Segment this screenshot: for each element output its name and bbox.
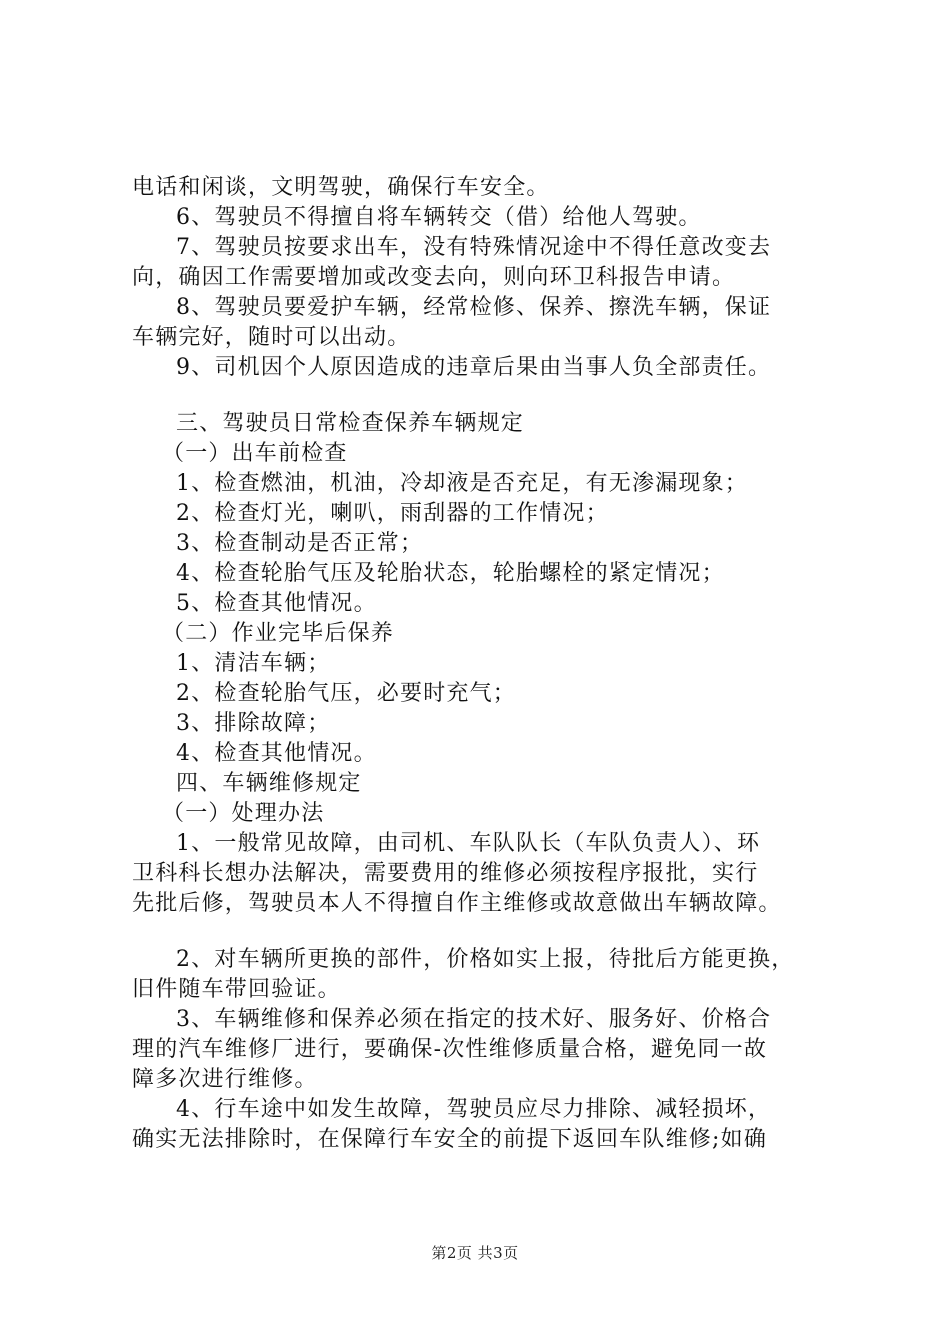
text-line: 旧件随车带回验证。 (132, 977, 341, 1002)
text-line: 7、驾驶员按要求出车，没有特殊情况途中不得任意改变去 (176, 235, 772, 260)
text-line: 3、排除故障； (176, 711, 331, 736)
text-line: 车辆完好，随时可以出动。 (132, 325, 411, 350)
text-line: 电话和闲谈，文明驾驶，确保行车安全。 (132, 175, 550, 200)
text-line: 1、清洁车辆； (176, 651, 331, 676)
text-line: 9、司机因个人原因造成的违章后果由当事人负全部责任。 (176, 355, 772, 380)
page-footer: 第2页 共3页 (431, 1244, 519, 1262)
text-line: 先批后修，驾驶员本人不得擅自作主维修或故意做出车辆故障。 (132, 891, 782, 916)
text-line: （一）处理办法 (162, 801, 325, 826)
text-line: 理的汽车维修厂进行，要确保-次性维修质量合格，避免同一故 (132, 1037, 768, 1062)
text-line: 3、检查制动是否正常； (176, 531, 424, 556)
text-line: 4、检查其他情况。 (176, 741, 377, 766)
text-line: 2、检查灯光，喇叭，雨刮器的工作情况； (176, 501, 609, 526)
text-line: （一）出车前检查 (162, 441, 348, 466)
text-line: 5、检查其他情况。 (176, 591, 377, 616)
text-line: 3、车辆维修和保养必须在指定的技术好、服务好、价格合 (176, 1007, 772, 1032)
text-line: 4、检查轮胎气压及轮胎状态，轮胎螺栓的紧定情况； (176, 561, 725, 586)
text-line: 2、检查轮胎气压，必要时充气； (176, 681, 516, 706)
text-line: 障多次进行维修。 (132, 1067, 318, 1092)
text-line: 向，确因工作需要增加或改变去向，则向环卫科报告申请。 (132, 265, 736, 290)
text-line: 1、一般常见故障，由司机、车队队长（车队负责人）、环 (176, 831, 761, 856)
text-line: 8、驾驶员要爱护车辆，经常检修、保养、擦洗车辆，保证 (176, 295, 772, 320)
text-line: 2、对车辆所更换的部件，价格如实上报，待批后方能更换， (176, 947, 795, 972)
paragraph-gap (132, 919, 847, 945)
text-line: 卫科科长想办法解决，需要费用的维修必须按程序报批，实行 (132, 861, 759, 886)
text-line: 四、车辆维修规定 (176, 771, 362, 796)
document-body (132, 173, 847, 1155)
text-line: 三、驾驶员日常检查保养车辆规定 (176, 411, 525, 436)
text-line: 1、检查燃油，机油，冷却液是否充足，有无渗漏现象； (176, 471, 748, 496)
text-line: 6、驾驶员不得擅自将车辆转交（借）给他人驾驶。 (176, 205, 702, 230)
text-line: 确实无法排除时，在保障行车安全的前提下返回车队维修;如确 (132, 1127, 768, 1152)
paragraph-gap (132, 383, 847, 409)
text-line: （二）作业完毕后保养 (162, 621, 395, 646)
text-line: 4、行车途中如发生故障，驾驶员应尽力排除、减轻损坏， (176, 1097, 772, 1122)
